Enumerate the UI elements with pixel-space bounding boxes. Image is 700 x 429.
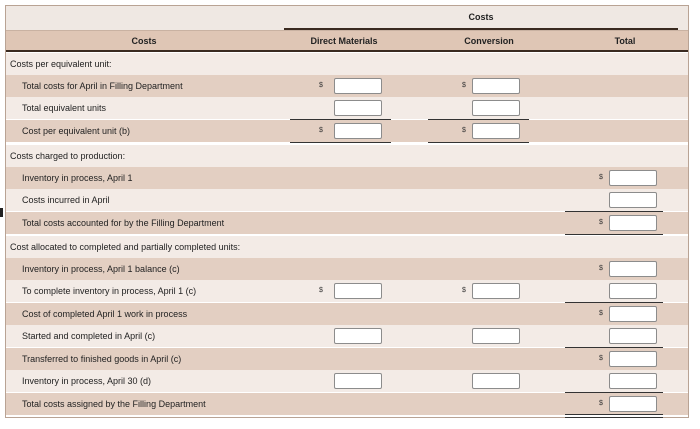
row-label: Total costs for April in Filling Department — [22, 81, 183, 91]
inventory-balance-total-input[interactable] — [609, 261, 657, 277]
row-inventory-april-1 — [6, 167, 688, 189]
dollar-sign: $ — [599, 265, 603, 272]
left-edge-marker — [0, 208, 3, 217]
row-costs-incurred-april — [6, 189, 688, 211]
dollar-sign: $ — [319, 82, 323, 89]
row-label: Total costs accounted for by the Filling Department — [22, 218, 225, 228]
row-label: Inventory in process, April 1 — [22, 173, 133, 183]
started-completed-dm-input[interactable] — [334, 328, 382, 344]
to-complete-dm-input[interactable] — [334, 283, 382, 299]
total-costs-dm-input[interactable] — [334, 78, 382, 94]
row-transferred-finished-goods — [6, 348, 688, 370]
dollar-sign: $ — [319, 127, 323, 134]
row-label: Costs charged to production: — [10, 151, 126, 161]
dollar-sign: $ — [319, 287, 323, 294]
row-total-costs-accounted — [6, 212, 688, 234]
started-completed-total-input[interactable] — [609, 328, 657, 344]
started-completed-conversion-input[interactable] — [472, 328, 520, 344]
col-direct-materials-header: Direct Materials — [310, 35, 378, 46]
row-total-costs-assigned — [6, 393, 688, 415]
dollar-sign: $ — [599, 174, 603, 181]
col-costs-header: Costs — [131, 35, 157, 46]
row-label: Cost per equivalent unit (b) — [22, 126, 131, 136]
to-complete-conversion-input[interactable] — [472, 283, 520, 299]
transferred-total-input[interactable] — [609, 351, 657, 367]
costs-group-header — [284, 6, 678, 30]
inventory-april-30-dm-input[interactable] — [334, 373, 382, 389]
inventory-april-30-total-input[interactable] — [609, 373, 657, 389]
to-complete-total-input[interactable] — [609, 283, 657, 299]
cost-completed-total-input[interactable] — [609, 306, 657, 322]
equivalent-units-dm-input[interactable] — [334, 100, 382, 116]
cost-per-eu-dm-input[interactable] — [334, 123, 382, 139]
dollar-sign: $ — [599, 310, 603, 317]
row-label: Total equivalent units — [22, 103, 107, 113]
row-label: Costs incurred in April — [22, 195, 110, 205]
row-label: Total costs assigned by the Filling Department — [22, 399, 206, 409]
costs-incurred-total-input[interactable] — [609, 192, 657, 208]
row-label: To complete inventory in process, April 1 (c) — [22, 286, 197, 296]
dollar-sign: $ — [599, 355, 603, 362]
row-label: Cost of completed April 1 work in process — [22, 309, 188, 319]
cost-per-eu-conversion-input[interactable] — [472, 123, 520, 139]
dollar-sign: $ — [599, 219, 603, 226]
total-costs-conversion-input[interactable] — [472, 78, 520, 94]
row-label: Inventory in process, April 30 (d) — [22, 376, 152, 386]
dollar-sign: $ — [462, 82, 466, 89]
total-costs-accounted-input[interactable] — [609, 215, 657, 231]
dollar-sign: $ — [462, 127, 466, 134]
dollar-sign: $ — [462, 287, 466, 294]
section-row-cost-allocated — [6, 236, 688, 258]
row-label: Transferred to finished goods in April (c) — [22, 354, 182, 364]
row-label: Inventory in process, April 1 balance (c) — [22, 264, 180, 274]
row-label: Started and completed in April (c) — [22, 331, 156, 341]
col-conversion-header: Conversion — [464, 35, 514, 46]
inventory-april-30-conversion-input[interactable] — [472, 373, 520, 389]
double-underline — [565, 414, 663, 418]
row-inventory-april-1-balance — [6, 258, 688, 280]
inventory-april-1-total-input[interactable] — [609, 170, 657, 186]
total-costs-assigned-input[interactable] — [609, 396, 657, 412]
column-header-row — [6, 30, 688, 52]
dollar-sign: $ — [599, 400, 603, 407]
row-label: Cost allocated to completed and partially completed units: — [10, 242, 241, 252]
section-row-costs-charged — [6, 145, 688, 167]
section-row-costs-per-eu — [6, 53, 688, 75]
col-total-header: Total — [614, 35, 636, 46]
costs-group-title: Costs — [468, 12, 494, 22]
row-cost-completed-april-1 — [6, 303, 688, 325]
row-label: Costs per equivalent unit: — [10, 59, 112, 69]
equivalent-units-conversion-input[interactable] — [472, 100, 520, 116]
